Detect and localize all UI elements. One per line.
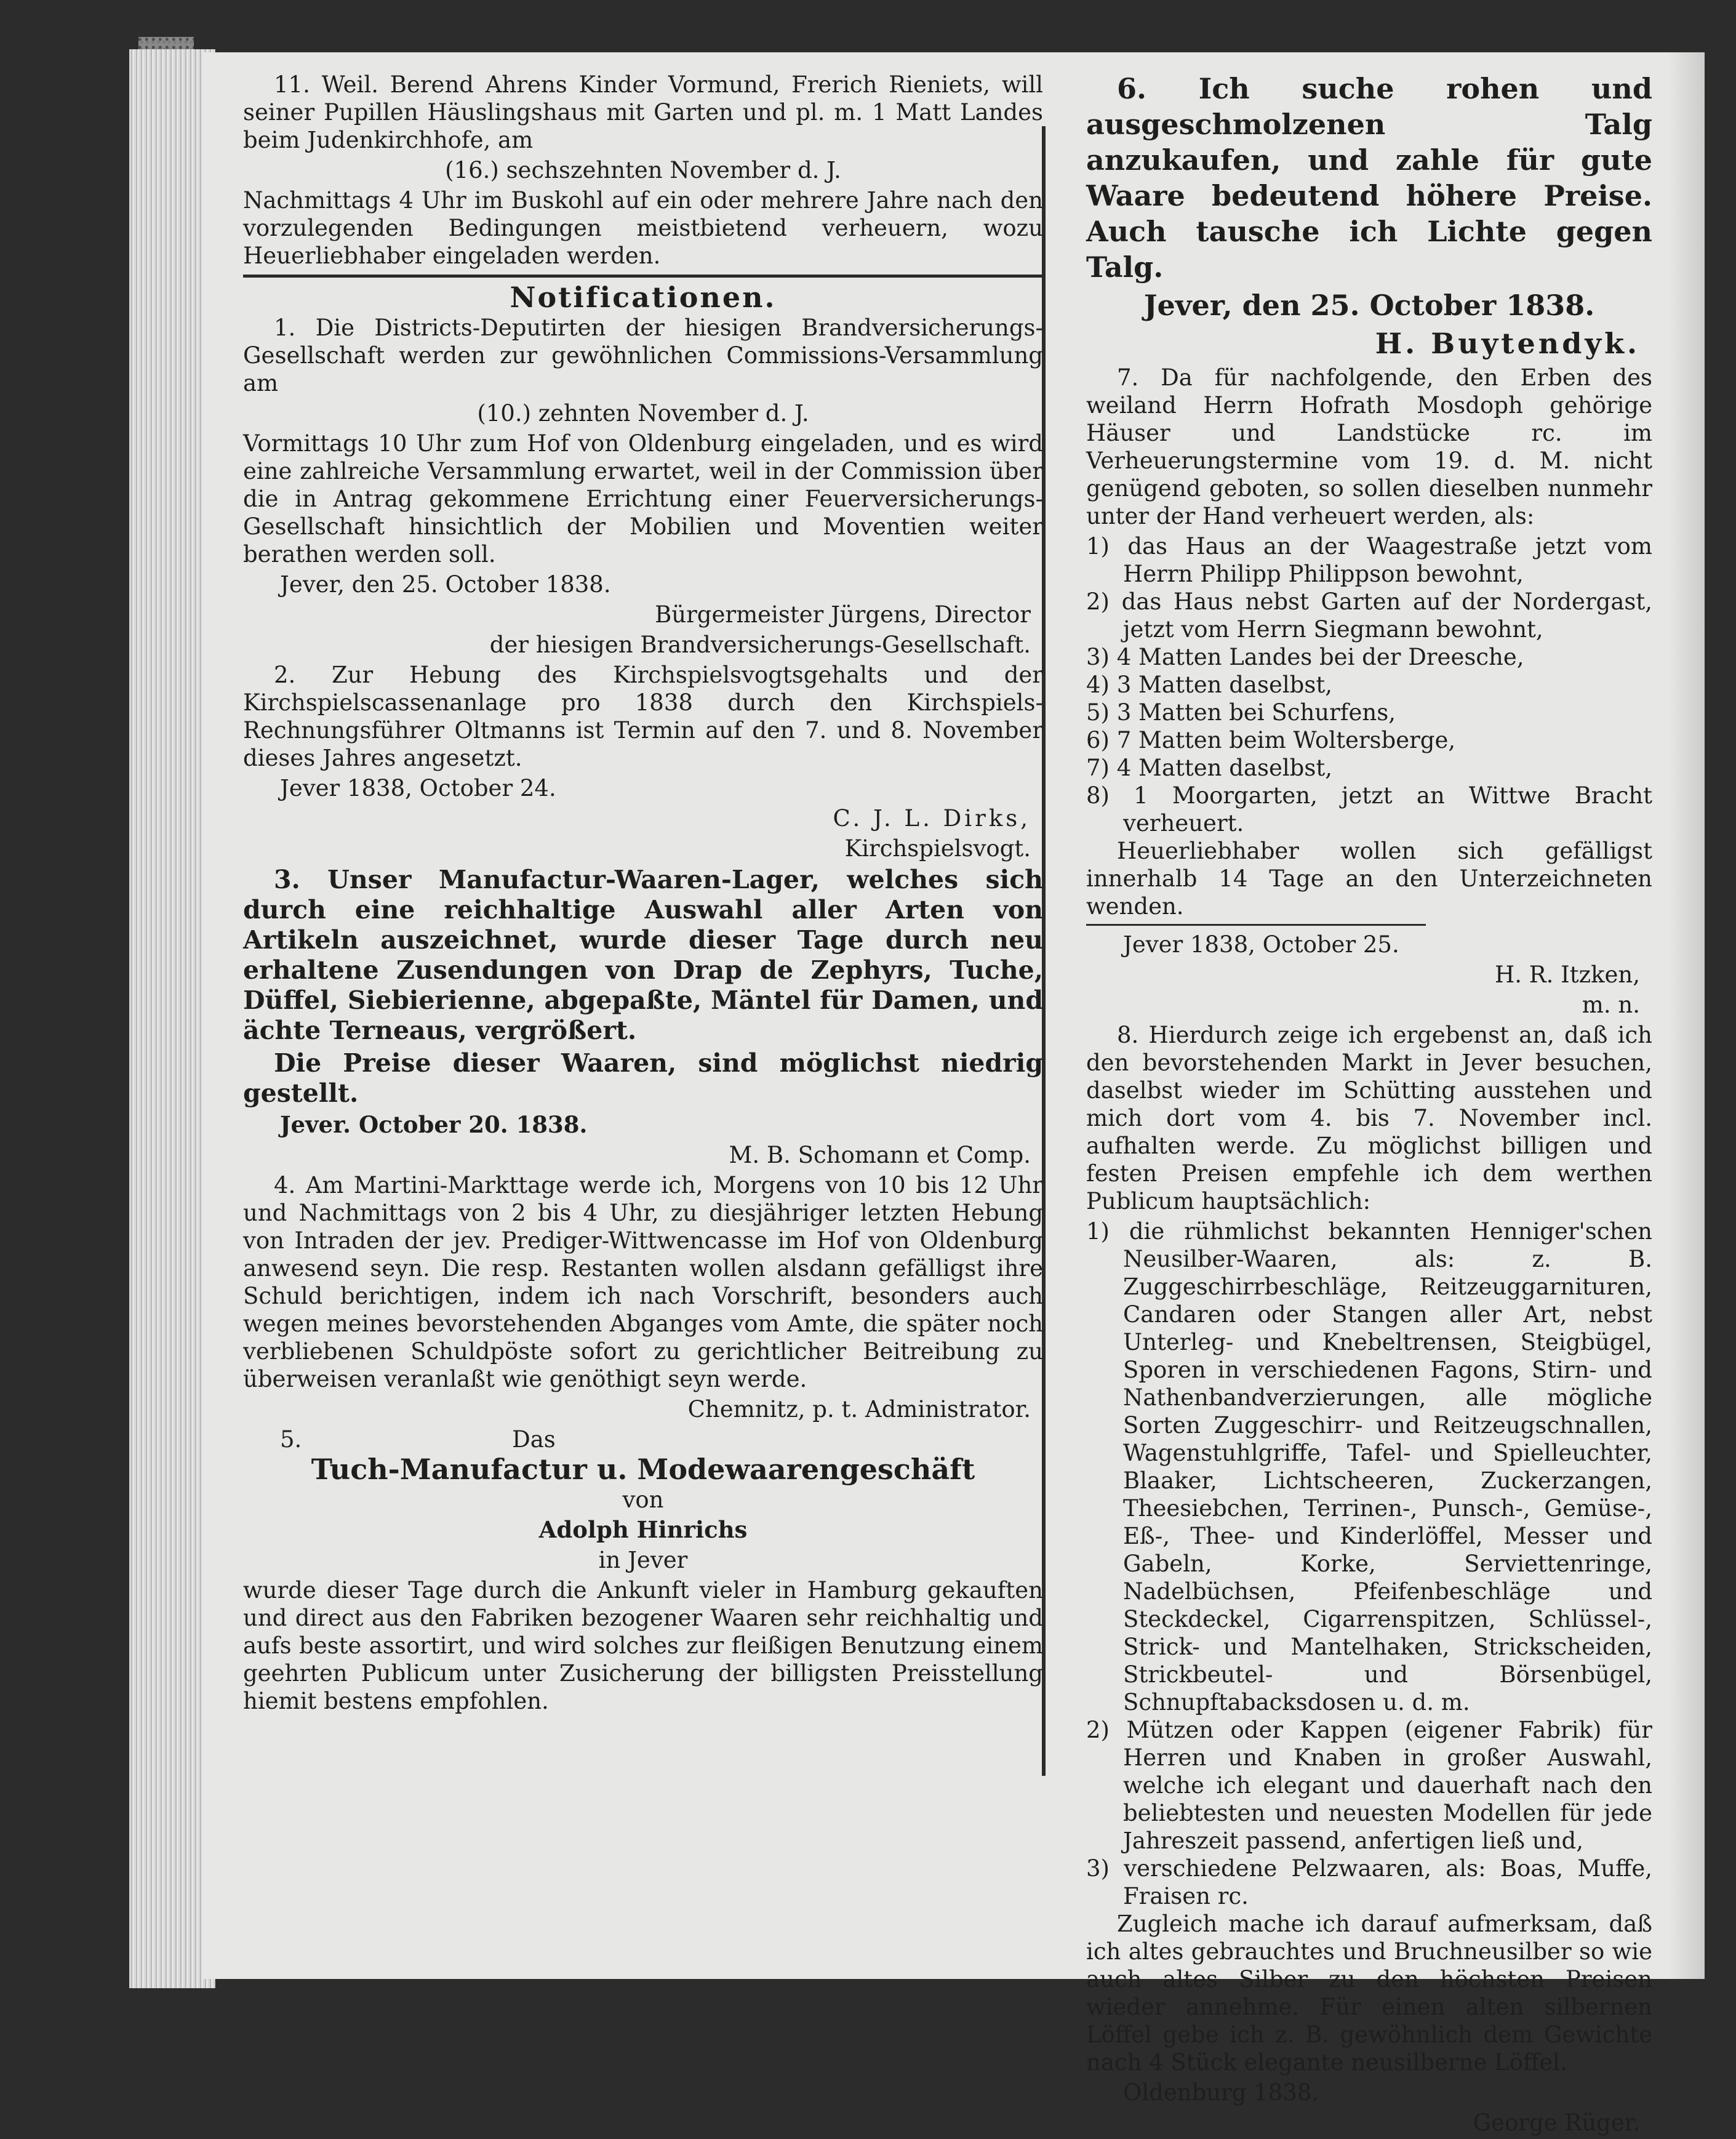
notice-2-signature: C. J. L. Dirks, [833, 805, 1031, 832]
notice-8-place-date: Oldenburg 1838. [1123, 2079, 1319, 2106]
notice-6 [1086, 71, 1652, 361]
notice-7-place-date: Jever 1838, October 25. [1123, 931, 1399, 958]
notice-6-place-date: Jever, den 25. October 1838. [1143, 289, 1595, 322]
notice-5-number: 5. [280, 1426, 302, 1453]
notice-2 [243, 661, 1043, 862]
notice-8-text: 8. Hierdurch zeige ich ergebenst an, daß ich den bevorstehenden Markt in Jever besuchen, daselbst wieder im Schütting ausstehen und mich dort vom 4. bis 7. November incl. aufhalten werde. Zu möglichst billigen und festen Preisen empfehle ich dem werthen Publicum hauptsächlich: [1086, 1022, 1652, 1214]
notice-6-signature: H. Buytendyk. [1375, 327, 1640, 360]
notice-5-das: Das [512, 1426, 556, 1453]
notice-5-name: Adolph Hinrichs [538, 1516, 748, 1543]
list-item: 8) 1 Moorgarten, jetzt an Wittwe Bracht verheuert. [1086, 782, 1652, 837]
notice-1-place-date: Jever, den 25. October 1838. [280, 571, 611, 598]
notice-5-title: Tuch-Manufactur u. Modewaarengeschäft [311, 1453, 975, 1486]
notice-1-signature: Bürgermeister Jürgens, Director [655, 601, 1031, 628]
list-item: 6) 7 Matten beim Woltersberge, [1086, 727, 1456, 753]
notice-1-text2: Vormittags 10 Uhr zum Hof von Oldenburg eingeladen, und es wird eine zahlreiche Versammlung erwartet, weil in der Commission über die in Antrag gekommene Errichtung einer Feuerversicherungs-Gesellschaft hinsichtlich der Mobilien und Moventien weiter berathen werden soll. [243, 430, 1043, 568]
notice-3-signature: M. B. Schomann et Comp. [729, 1142, 1031, 1168]
notice-4-text: 4. Am Martini-Markttage werde ich, Morgens von 10 bis 12 Uhr und Nachmittags von 2 bis 4 Uhr, zu diesjähriger letzten Hebung von Intraden der jev. Prediger-Wittwencasse im Hof von Oldenburg anwesend seyn. Die resp. Restanten wollen alsdann gefälligst ihre Schuld berichtigen, indem ich nach Vorschrift, besonders auch wegen meines bevorstehenden Abganges vom Amte, die später noch verbliebenen Schuldpöste sofort zu gerichtlicher Beitreibung zu überweisen veranlaßt wie genöthigt seyn werde. [243, 1172, 1043, 1392]
notice-1 [243, 314, 1043, 659]
notice-2-text: 2. Zur Hebung des Kirchspielsvogtsgehalts und der Kirchspielscassenanlage pro 1838 durch den Kirchspiels-Rechnungsführer Oltmanns ist Termin auf den 7. und 8. November dieses Jahres angesetzt. [243, 662, 1043, 771]
notice-3-place-date: Jever. October 20. 1838. [280, 1111, 588, 1138]
list-item: 1) die rühmlichst bekannten Henniger'schen Neusilber-Waaren, als: z. B. Zuggeschirrbeschläge, Reitzeuggarnituren, Candaren oder Stangen aller Art, nebst Unterleg- und Knebeltrensen, Steigbügel, Sporen in verschiedenen Fagons, Stirn- und Nathenbandverzierungen, alle mögliche Sorten Zuggeschirr- und Reitzeugschnallen, Wagenstuhlgriffe, Tafel- und Spielleuchter, Blaaker, Lichtscheeren, Zuckerzangen, Theesiebchen, Terrinen-, Punsch-, Gemüse-, Eß-, Thee- und Kinderlöffel, Messer und Gabeln, Korke, Serviettenringe, Nadelbüchsen, Pfeifenbeschläge und Steckdeckel, Cigarrenspitzen, Schlüssel-, Strick- und Mantelhaken, Strickscheiden, Strickbeutel- und Börsenbügel, Schnupftabacksdosen u. d. m. [1086, 1218, 1652, 1716]
notice-1-text: 1. Die Districts-Deputirten der hiesigen Brandversicherungs-Gesellschaft werden zur gewöhnlichen Commissions-Versammlung am [243, 315, 1043, 396]
notice-7-rule [1086, 924, 1426, 926]
notice-7-signature-title: m. n. [1582, 992, 1640, 1018]
notice-5-location: in Jever [598, 1547, 688, 1573]
notice-6-text: 6. Ich suche rohen und ausgeschmolzenen Talg anzukaufen, und zahle für gute Waare bedeutend höhere Preise. Auch tausche ich Lichte gegen Talg. [1086, 72, 1652, 284]
list-item: 3) 4 Matten Landes bei der Dreesche, [1086, 644, 1524, 670]
section-heading: Notificationen. [510, 281, 777, 314]
list-item: 5) 3 Matten bei Schurfens, [1086, 699, 1396, 726]
list-item: 2) das Haus nebst Garten auf der Nordergast, jetzt vom Herrn Siegmann bewohnt, [1086, 588, 1652, 643]
page-edges [129, 49, 215, 1988]
notice-8-signature: George Rüger. [1473, 2109, 1640, 2136]
notice-8 [1086, 1021, 1652, 2137]
notice-1-signature-title: der hiesigen Brandversicherungs-Gesellschaft. [489, 632, 1031, 658]
notice-7 [1086, 364, 1652, 1019]
notice-4 [243, 1171, 1043, 1423]
notice-11 [243, 71, 1043, 270]
notice-5 [243, 1426, 1043, 1715]
notice-4-signature: Chemnitz, p. t. Administrator. [687, 1396, 1031, 1423]
notice-5-text: wurde dieser Tage durch die Ankunft vieler in Hamburg gekauften und direct aus den Fabriken bezogener Waaren sehr reichhaltig und aufs beste assortirt, und wird solches zur fleißigen Benutzung einem geehrten Publicum unter Zusicherung der billigsten Preisstellung hiemit bestens empfohlen. [243, 1577, 1043, 1714]
notice-2-place-date: Jever 1838, October 24. [280, 775, 556, 801]
section-rule [243, 275, 1043, 278]
right-column [1086, 71, 1652, 2139]
notice-7-text: 7. Da für nachfolgende, den Erben des weiland Herrn Hofrath Mosdoph gehörige Häuser und Landstücke rc. im Verheuerungstermine vom 19. d. M. nicht genügend geboten, so sollen dieselben nunmehr unter der Hand verheuert werden, als: [1086, 364, 1652, 529]
notice-11-text2: Nachmittags 4 Uhr im Buskohl auf ein oder mehrere Jahre nach den vorzulegenden Bedingungen meistbietend verheuern, wozu Heuerliebhaber eingeladen werden. [243, 187, 1043, 269]
notice-3 [243, 865, 1043, 1169]
notice-2-signature-title: Kirchspielsvogt. [844, 835, 1031, 862]
notice-3-text: 3. Unser Manufactur-Waaren-Lager, welches sich durch eine reichhaltige Auswahl aller Arten von Artikeln auszeichnet, wurde dieser Tage durch neu erhaltene Zusendungen von Drap de Zephyrs, Tuche, Düffel, Siebierienne, abgepaßte, Mäntel für Damen, und ächte Terneaus, vergrößert. [243, 865, 1043, 1045]
list-item: 1) das Haus an der Waagestraße jetzt vom Herrn Philipp Philippson bewohnt, [1086, 533, 1652, 587]
list-item: 3) verschiedene Pelzwaaren, als: Boas, Muffe, Fraisen rc. [1086, 1855, 1652, 1909]
left-column [243, 71, 1043, 1717]
notice-1-date: (10.) zehnten November d. J. [477, 400, 809, 427]
notice-5-von: von [622, 1487, 664, 1513]
list-item: 4) 3 Matten daselbst, [1086, 672, 1332, 698]
notice-8-text2: Zugleich mache ich darauf aufmerksam, daß ich altes gebrauchtes und Bruchneusilber so wie auch altes Silber zu den höchsten Preisen wieder annehme. Für einen alten silbernen Löffel gebe ich z. B. gewöhnlich dem Gewichte nach 4 Stück elegante neusilberne Löffel. [1086, 1911, 1652, 2076]
notice-5-header [243, 1426, 1043, 1453]
notice-11-date: (16.) sechszehnten November d. J. [445, 157, 841, 183]
notice-11-text: 11. Weil. Berend Ahrens Kinder Vormund, Frerich Rieniets, will seiner Pupillen Häuslingshaus mit Garten und pl. m. 1 Matt Landes beim Judenkirchhofe, am [243, 71, 1043, 153]
list-item: 2) Mützen oder Kappen (eigener Fabrik) für Herren und Knaben in großer Auswahl, welche ich elegant und dauerhaft nach den beliebtesten und neuesten Modellen für jede Jahreszeit passend, anfertigen ließ und, [1086, 1717, 1652, 1854]
notice-7-text2: Heuerliebhaber wollen sich gefälligst innerhalb 14 Tage an den Unterzeichneten wenden. [1086, 838, 1652, 920]
list-item: 7) 4 Matten daselbst, [1086, 755, 1332, 781]
notice-7-list [1086, 532, 1652, 837]
notice-7-signature: H. R. Itzken, [1494, 961, 1640, 988]
notice-8-list [1086, 1218, 1652, 1910]
page-gutter-shadow [1668, 52, 1705, 1979]
notice-3-text2: Die Preise dieser Waaren, sind möglichst niedrig gestellt. [243, 1048, 1043, 1108]
